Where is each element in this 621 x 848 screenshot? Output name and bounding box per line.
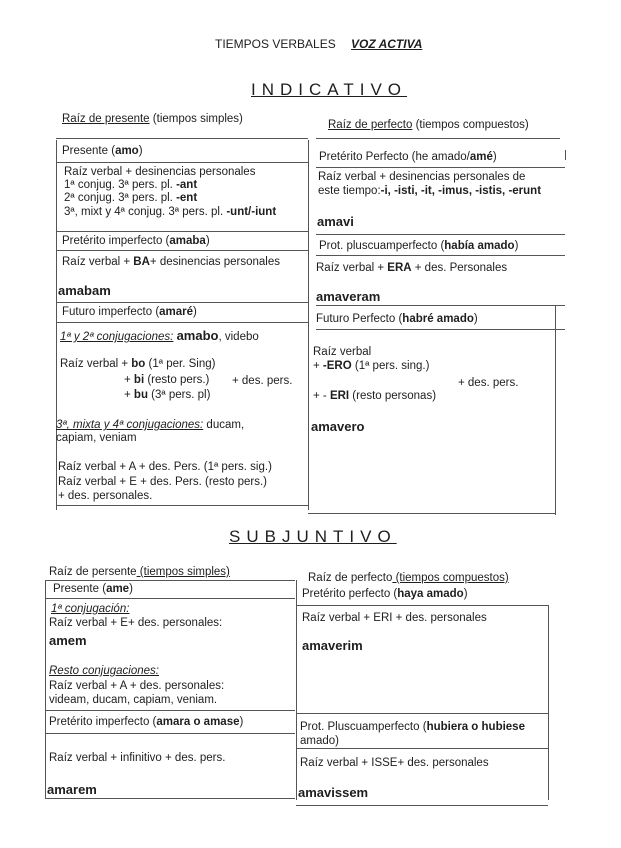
page-title — [215, 37, 422, 51]
divider-line — [45, 580, 295, 581]
ind-futuro-perf-rule1: Raíz verbal — [313, 346, 372, 358]
ind-futuro-rule2: + bi (resto pers.) — [124, 374, 210, 386]
divider-line — [56, 505, 308, 506]
divider-line — [296, 580, 297, 800]
ind-futuro-rule3: + bu (3ª pers. pl) — [124, 389, 211, 401]
divider-line — [565, 150, 566, 160]
divider-line — [308, 513, 555, 514]
subj-presente-title: Presente (ame) — [53, 583, 133, 595]
ind-futuro-conj34-ex: capiam, veniam — [56, 432, 137, 444]
title-main: TIEMPOS VERBALES — [215, 37, 336, 51]
indicativo-right-header: Raíz de perfecto (tiempos compuestos) — [328, 119, 529, 131]
ind-futuro-perf-form: amavero — [311, 419, 365, 434]
divider-line — [316, 167, 565, 168]
ind-pluscuam-title: Prot. pluscuamperfecto (había amado) — [319, 240, 519, 252]
divider-line — [56, 322, 308, 323]
divider-line — [316, 305, 565, 306]
divider-line — [45, 733, 295, 734]
subj-left-header: Raíz de persente (tiempos simples) — [49, 566, 230, 578]
divider-line — [555, 305, 556, 515]
divider-line — [45, 598, 295, 599]
subj-pluscuam-rule: Raíz verbal + ISSE+ des. personales — [300, 757, 489, 769]
subj-imperfecto-form: amarem — [47, 782, 97, 797]
subj-perfecto-rule: Raíz verbal + ERI + des. personales — [302, 612, 487, 624]
ind-futuro-rule4: Raíz verbal + A + des. Pers. (1ª pers. sig.) — [58, 461, 272, 473]
divider-line — [56, 302, 308, 303]
ind-pluscuam-rule: Raíz verbal + ERA + des. Personales — [316, 262, 508, 274]
divider-line — [296, 748, 548, 749]
ind-presente-title: Presente (amo) — [62, 145, 143, 157]
divider-line — [316, 234, 565, 235]
subj-presente-examples: videam, ducam, capiam, veniam. — [49, 694, 218, 706]
subj-right-header: Raíz de perfecto (tiempos compuestos) — [308, 572, 509, 584]
subj-pluscuam-title: Prot. Pluscuamperfecto (hubiera o hubiese — [300, 721, 525, 733]
subj-pluscuam-form: amavissem — [298, 785, 369, 800]
ind-futuro-rule5: Raíz verbal + E + des. Pers. (resto pers.) — [58, 476, 267, 488]
indicativo-heading: INDICATIVO — [251, 80, 408, 99]
ind-futuro-conj12: 1ª y 2ª conjugaciones: amabo, videbo — [60, 328, 259, 343]
ind-futuro-perf-rule2: + -ERO (1ª pers. sing.) — [313, 360, 430, 372]
divider-line — [56, 250, 308, 251]
divider-line — [316, 329, 565, 330]
ind-imperfecto-form: amabam — [58, 283, 111, 298]
divider-line — [56, 138, 308, 139]
divider-line — [548, 605, 549, 800]
divider-line — [316, 138, 560, 139]
ind-futuro-title: Futuro imperfecto (amaré) — [62, 306, 197, 318]
divider-line — [45, 798, 295, 799]
divider-line — [45, 710, 295, 711]
divider-line — [45, 580, 46, 798]
ind-futuro-rule1: Raíz verbal + bo (1ª per. Sing) — [60, 358, 216, 370]
subj-presente-rule1: Raíz verbal + E+ des. personales: — [49, 617, 223, 629]
subj-presente-resto: Resto conjugaciones: — [49, 665, 159, 677]
subj-imperfecto-title: Pretérito imperfecto (amara o amase) — [49, 716, 244, 728]
divider-line — [56, 140, 57, 510]
indicativo-left-header: Raíz de presente (tiempos simples) — [62, 113, 243, 125]
ind-futuro-perf-rule3: + - ERI (resto personas) — [313, 390, 437, 402]
subj-perfecto-title: Pretérito perfecto (haya amado) — [302, 588, 468, 600]
divider-line — [56, 231, 308, 232]
ind-imperfecto-rule: Raíz verbal + BA+ desinencias personales — [62, 256, 281, 268]
divider-line — [56, 162, 308, 163]
subj-imperfecto-rule: Raíz verbal + infinitivo + des. pers. — [49, 752, 226, 764]
title-voice: VOZ ACTIVA — [351, 37, 423, 51]
ind-perfecto-endings: este tiempo:-i, -isti, -it, -imus, -istis, -erunt — [318, 185, 542, 197]
subj-perfecto-form: amaverim — [302, 638, 363, 653]
ind-perfecto-title: Pretérito Perfecto (he amado/amé) — [319, 151, 497, 163]
ind-futuro-rule6: + des. personales. — [58, 490, 153, 502]
ind-presente-conj1: 1ª conjug. 3ª pers. pl. -ant — [64, 179, 198, 191]
ind-perfecto-form: amavi — [317, 214, 354, 229]
divider-line — [308, 140, 309, 510]
ind-imperfecto-title: Pretérito imperfecto (amaba) — [62, 235, 210, 247]
ind-presente-rule: Raíz verbal + desinencias personales — [64, 166, 256, 178]
ind-futuro-perf-title: Futuro Perfecto (habré amado) — [316, 313, 478, 325]
ind-futuro-rule2-suffix: + des. pers. — [232, 375, 293, 387]
divider-line — [316, 255, 565, 256]
subjuntivo-heading: SUBJUNTIVO — [229, 527, 397, 546]
ind-presente-conj2: 2ª conjug. 3ª pers. pl. -ent — [64, 192, 198, 204]
ind-futuro-perf-rule2-suffix: + des. pers. — [458, 377, 519, 389]
subj-presente-form1: amem — [49, 633, 87, 648]
ind-presente-conj3: 3ª, mixt y 4ª conjug. 3ª pers. pl. -unt/-iunt — [64, 206, 277, 218]
divider-line — [296, 805, 548, 806]
ind-perfecto-rule: Raíz verbal + desinencias personales de — [318, 171, 526, 183]
divider-line — [296, 605, 548, 606]
ind-pluscuam-form: amaveram — [316, 289, 381, 304]
subj-pluscuam-title-cont: amado) — [300, 735, 340, 747]
ind-futuro-conj34: 3ª, mixta y 4ª conjugaciones: ducam, — [56, 419, 245, 431]
subj-presente-rule2: Raíz verbal + A + des. personales: — [49, 680, 225, 692]
divider-line — [296, 713, 548, 714]
subj-presente-conj1: 1ª conjugación: — [51, 603, 130, 615]
